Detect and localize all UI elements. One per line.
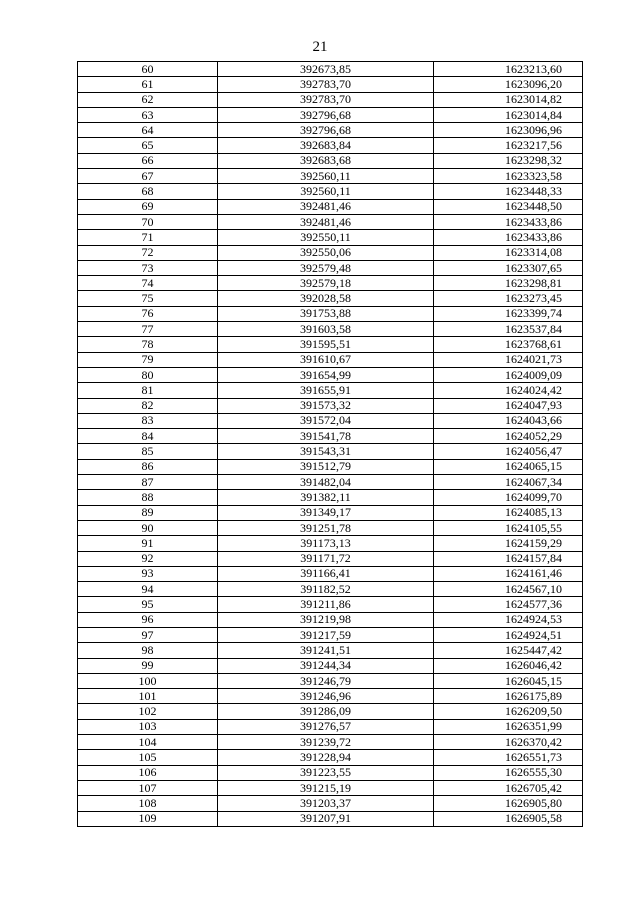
point-number-cell: 97 <box>78 627 218 642</box>
x-coordinate-cell: 392783,70 <box>218 92 434 107</box>
x-coordinate-cell: 391655,91 <box>218 383 434 398</box>
x-coordinate-cell: 391182,52 <box>218 582 434 597</box>
y-coordinate-cell: 1623273,45 <box>434 291 583 306</box>
point-number-cell: 90 <box>78 520 218 535</box>
table-row <box>78 780 583 795</box>
y-coordinate-cell: 1623448,33 <box>434 184 583 199</box>
table-row <box>78 475 583 490</box>
x-coordinate-cell: 391211,86 <box>218 597 434 612</box>
y-coordinate-cell: 1626351,99 <box>434 719 583 734</box>
y-coordinate-cell: 1624567,10 <box>434 582 583 597</box>
table-row <box>78 214 583 229</box>
table-row <box>78 520 583 535</box>
table-row <box>78 735 583 750</box>
y-coordinate-cell: 1624924,53 <box>434 612 583 627</box>
point-number-cell: 64 <box>78 123 218 138</box>
point-number-cell: 65 <box>78 138 218 153</box>
x-coordinate-cell: 391241,51 <box>218 643 434 658</box>
y-coordinate-cell: 1624024,42 <box>434 383 583 398</box>
y-coordinate-cell: 1624161,46 <box>434 566 583 581</box>
x-coordinate-cell: 391753,88 <box>218 306 434 321</box>
y-coordinate-cell: 1626705,42 <box>434 780 583 795</box>
x-coordinate-cell: 392579,48 <box>218 260 434 275</box>
x-coordinate-cell: 392550,06 <box>218 245 434 260</box>
y-coordinate-cell: 1624157,84 <box>434 551 583 566</box>
table-row <box>78 612 583 627</box>
y-coordinate-cell: 1623213,60 <box>434 62 583 77</box>
table-row <box>78 77 583 92</box>
x-coordinate-cell: 391219,98 <box>218 612 434 627</box>
y-coordinate-cell: 1626370,42 <box>434 735 583 750</box>
point-number-cell: 87 <box>78 475 218 490</box>
point-number-cell: 74 <box>78 276 218 291</box>
x-coordinate-cell: 391203,37 <box>218 796 434 811</box>
y-coordinate-cell: 1623323,58 <box>434 169 583 184</box>
point-number-cell: 91 <box>78 536 218 551</box>
table-row <box>78 459 583 474</box>
table-row <box>78 199 583 214</box>
y-coordinate-cell: 1624052,29 <box>434 429 583 444</box>
point-number-cell: 92 <box>78 551 218 566</box>
y-coordinate-cell: 1626175,89 <box>434 689 583 704</box>
point-number-cell: 72 <box>78 245 218 260</box>
table-row <box>78 337 583 352</box>
table-row <box>78 597 583 612</box>
table-row <box>78 276 583 291</box>
y-coordinate-cell: 1623217,56 <box>434 138 583 153</box>
y-coordinate-cell: 1624056,47 <box>434 444 583 459</box>
y-coordinate-cell: 1623448,50 <box>434 199 583 214</box>
point-number-cell: 108 <box>78 796 218 811</box>
point-number-cell: 82 <box>78 398 218 413</box>
x-coordinate-cell: 392796,68 <box>218 123 434 138</box>
table-row <box>78 505 583 520</box>
table-row <box>78 352 583 367</box>
x-coordinate-cell: 392673,85 <box>218 62 434 77</box>
x-coordinate-cell: 392783,70 <box>218 77 434 92</box>
y-coordinate-cell: 1626045,15 <box>434 673 583 688</box>
point-number-cell: 81 <box>78 383 218 398</box>
table-row <box>78 245 583 260</box>
x-coordinate-cell: 392796,68 <box>218 107 434 122</box>
point-number-cell: 68 <box>78 184 218 199</box>
page-number: 21 <box>312 39 328 55</box>
point-number-cell: 86 <box>78 459 218 474</box>
table-row <box>78 138 583 153</box>
point-number-cell: 77 <box>78 322 218 337</box>
y-coordinate-cell: 1623433,86 <box>434 214 583 229</box>
y-coordinate-cell: 1623298,81 <box>434 276 583 291</box>
point-number-cell: 99 <box>78 658 218 673</box>
x-coordinate-cell: 392481,46 <box>218 214 434 229</box>
table-row <box>78 796 583 811</box>
point-number-cell: 70 <box>78 214 218 229</box>
x-coordinate-cell: 391595,51 <box>218 337 434 352</box>
table-row <box>78 536 583 551</box>
y-coordinate-cell: 1626905,58 <box>434 811 583 826</box>
table-row <box>78 169 583 184</box>
point-number-cell: 88 <box>78 490 218 505</box>
coordinates-table <box>77 61 583 827</box>
point-number-cell: 109 <box>78 811 218 826</box>
table-row <box>78 291 583 306</box>
y-coordinate-cell: 1624065,15 <box>434 459 583 474</box>
table-row <box>78 704 583 719</box>
y-coordinate-cell: 1626555,30 <box>434 765 583 780</box>
y-coordinate-cell: 1623298,32 <box>434 153 583 168</box>
y-coordinate-cell: 1624067,34 <box>434 475 583 490</box>
x-coordinate-cell: 391512,79 <box>218 459 434 474</box>
x-coordinate-cell: 391610,67 <box>218 352 434 367</box>
table-row <box>78 765 583 780</box>
x-coordinate-cell: 391276,57 <box>218 719 434 734</box>
x-coordinate-cell: 391173,13 <box>218 536 434 551</box>
point-number-cell: 79 <box>78 352 218 367</box>
table-row <box>78 689 583 704</box>
x-coordinate-cell: 391603,58 <box>218 322 434 337</box>
table-row <box>78 123 583 138</box>
point-number-cell: 73 <box>78 260 218 275</box>
y-coordinate-cell: 1626209,50 <box>434 704 583 719</box>
y-coordinate-cell: 1623014,84 <box>434 107 583 122</box>
x-coordinate-cell: 391246,79 <box>218 673 434 688</box>
x-coordinate-cell: 391171,72 <box>218 551 434 566</box>
x-coordinate-cell: 392683,68 <box>218 153 434 168</box>
table-row <box>78 566 583 581</box>
point-number-cell: 93 <box>78 566 218 581</box>
y-coordinate-cell: 1623307,65 <box>434 260 583 275</box>
point-number-cell: 96 <box>78 612 218 627</box>
y-coordinate-cell: 1626046,42 <box>434 658 583 673</box>
table-row <box>78 444 583 459</box>
x-coordinate-cell: 392579,18 <box>218 276 434 291</box>
point-number-cell: 85 <box>78 444 218 459</box>
x-coordinate-cell: 391572,04 <box>218 413 434 428</box>
point-number-cell: 98 <box>78 643 218 658</box>
y-coordinate-cell: 1624099,70 <box>434 490 583 505</box>
x-coordinate-cell: 392560,11 <box>218 169 434 184</box>
point-number-cell: 84 <box>78 429 218 444</box>
x-coordinate-cell: 391654,99 <box>218 367 434 382</box>
x-coordinate-cell: 391482,04 <box>218 475 434 490</box>
x-coordinate-cell: 391215,19 <box>218 780 434 795</box>
point-number-cell: 69 <box>78 199 218 214</box>
y-coordinate-cell: 1624043,66 <box>434 413 583 428</box>
y-coordinate-cell: 1625447,42 <box>434 643 583 658</box>
table-row <box>78 490 583 505</box>
x-coordinate-cell: 391543,31 <box>218 444 434 459</box>
point-number-cell: 102 <box>78 704 218 719</box>
table-row <box>78 260 583 275</box>
table-row <box>78 230 583 245</box>
point-number-cell: 100 <box>78 673 218 688</box>
point-number-cell: 107 <box>78 780 218 795</box>
x-coordinate-cell: 391166,41 <box>218 566 434 581</box>
y-coordinate-cell: 1626905,80 <box>434 796 583 811</box>
point-number-cell: 71 <box>78 230 218 245</box>
y-coordinate-cell: 1623399,74 <box>434 306 583 321</box>
point-number-cell: 60 <box>78 62 218 77</box>
point-number-cell: 63 <box>78 107 218 122</box>
y-coordinate-cell: 1624924,51 <box>434 627 583 642</box>
coordinates-table-body <box>78 62 583 827</box>
y-coordinate-cell: 1624105,55 <box>434 520 583 535</box>
table-row <box>78 107 583 122</box>
point-number-cell: 94 <box>78 582 218 597</box>
table-row <box>78 367 583 382</box>
table-row <box>78 306 583 321</box>
table-row <box>78 811 583 826</box>
x-coordinate-cell: 392481,46 <box>218 199 434 214</box>
x-coordinate-cell: 391207,91 <box>218 811 434 826</box>
y-coordinate-cell: 1624009,09 <box>434 367 583 382</box>
table-row <box>78 429 583 444</box>
x-coordinate-cell: 391349,17 <box>218 505 434 520</box>
y-coordinate-cell: 1623096,20 <box>434 77 583 92</box>
x-coordinate-cell: 391228,94 <box>218 750 434 765</box>
y-coordinate-cell: 1623768,61 <box>434 337 583 352</box>
point-number-cell: 62 <box>78 92 218 107</box>
x-coordinate-cell: 391217,59 <box>218 627 434 642</box>
point-number-cell: 76 <box>78 306 218 321</box>
table-row <box>78 627 583 642</box>
table-row <box>78 153 583 168</box>
x-coordinate-cell: 392028,58 <box>218 291 434 306</box>
x-coordinate-cell: 391223,55 <box>218 765 434 780</box>
point-number-cell: 83 <box>78 413 218 428</box>
table-row <box>78 582 583 597</box>
y-coordinate-cell: 1623433,86 <box>434 230 583 245</box>
point-number-cell: 61 <box>78 77 218 92</box>
point-number-cell: 66 <box>78 153 218 168</box>
point-number-cell: 101 <box>78 689 218 704</box>
point-number-cell: 103 <box>78 719 218 734</box>
point-number-cell: 89 <box>78 505 218 520</box>
y-coordinate-cell: 1624577,36 <box>434 597 583 612</box>
y-coordinate-cell: 1624085,13 <box>434 505 583 520</box>
table-row <box>78 658 583 673</box>
table-row <box>78 673 583 688</box>
table-row <box>78 413 583 428</box>
x-coordinate-cell: 391239,72 <box>218 735 434 750</box>
point-number-cell: 78 <box>78 337 218 352</box>
table-row <box>78 398 583 413</box>
table-row <box>78 184 583 199</box>
point-number-cell: 95 <box>78 597 218 612</box>
point-number-cell: 75 <box>78 291 218 306</box>
point-number-cell: 106 <box>78 765 218 780</box>
x-coordinate-cell: 391286,09 <box>218 704 434 719</box>
table-row <box>78 643 583 658</box>
y-coordinate-cell: 1624159,29 <box>434 536 583 551</box>
y-coordinate-cell: 1623314,08 <box>434 245 583 260</box>
table-row <box>78 383 583 398</box>
table-row <box>78 62 583 77</box>
table-row <box>78 719 583 734</box>
x-coordinate-cell: 392560,11 <box>218 184 434 199</box>
x-coordinate-cell: 391251,78 <box>218 520 434 535</box>
y-coordinate-cell: 1623537,84 <box>434 322 583 337</box>
y-coordinate-cell: 1624047,93 <box>434 398 583 413</box>
point-number-cell: 105 <box>78 750 218 765</box>
point-number-cell: 67 <box>78 169 218 184</box>
table-row <box>78 551 583 566</box>
table-row <box>78 92 583 107</box>
x-coordinate-cell: 391246,96 <box>218 689 434 704</box>
x-coordinate-cell: 391541,78 <box>218 429 434 444</box>
x-coordinate-cell: 391244,34 <box>218 658 434 673</box>
x-coordinate-cell: 392683,84 <box>218 138 434 153</box>
table-row <box>78 750 583 765</box>
y-coordinate-cell: 1626551,73 <box>434 750 583 765</box>
x-coordinate-cell: 391382,11 <box>218 490 434 505</box>
point-number-cell: 80 <box>78 367 218 382</box>
y-coordinate-cell: 1623014,82 <box>434 92 583 107</box>
point-number-cell: 104 <box>78 735 218 750</box>
table-row <box>78 322 583 337</box>
y-coordinate-cell: 1623096,96 <box>434 123 583 138</box>
y-coordinate-cell: 1624021,73 <box>434 352 583 367</box>
x-coordinate-cell: 392550,11 <box>218 230 434 245</box>
x-coordinate-cell: 391573,32 <box>218 398 434 413</box>
